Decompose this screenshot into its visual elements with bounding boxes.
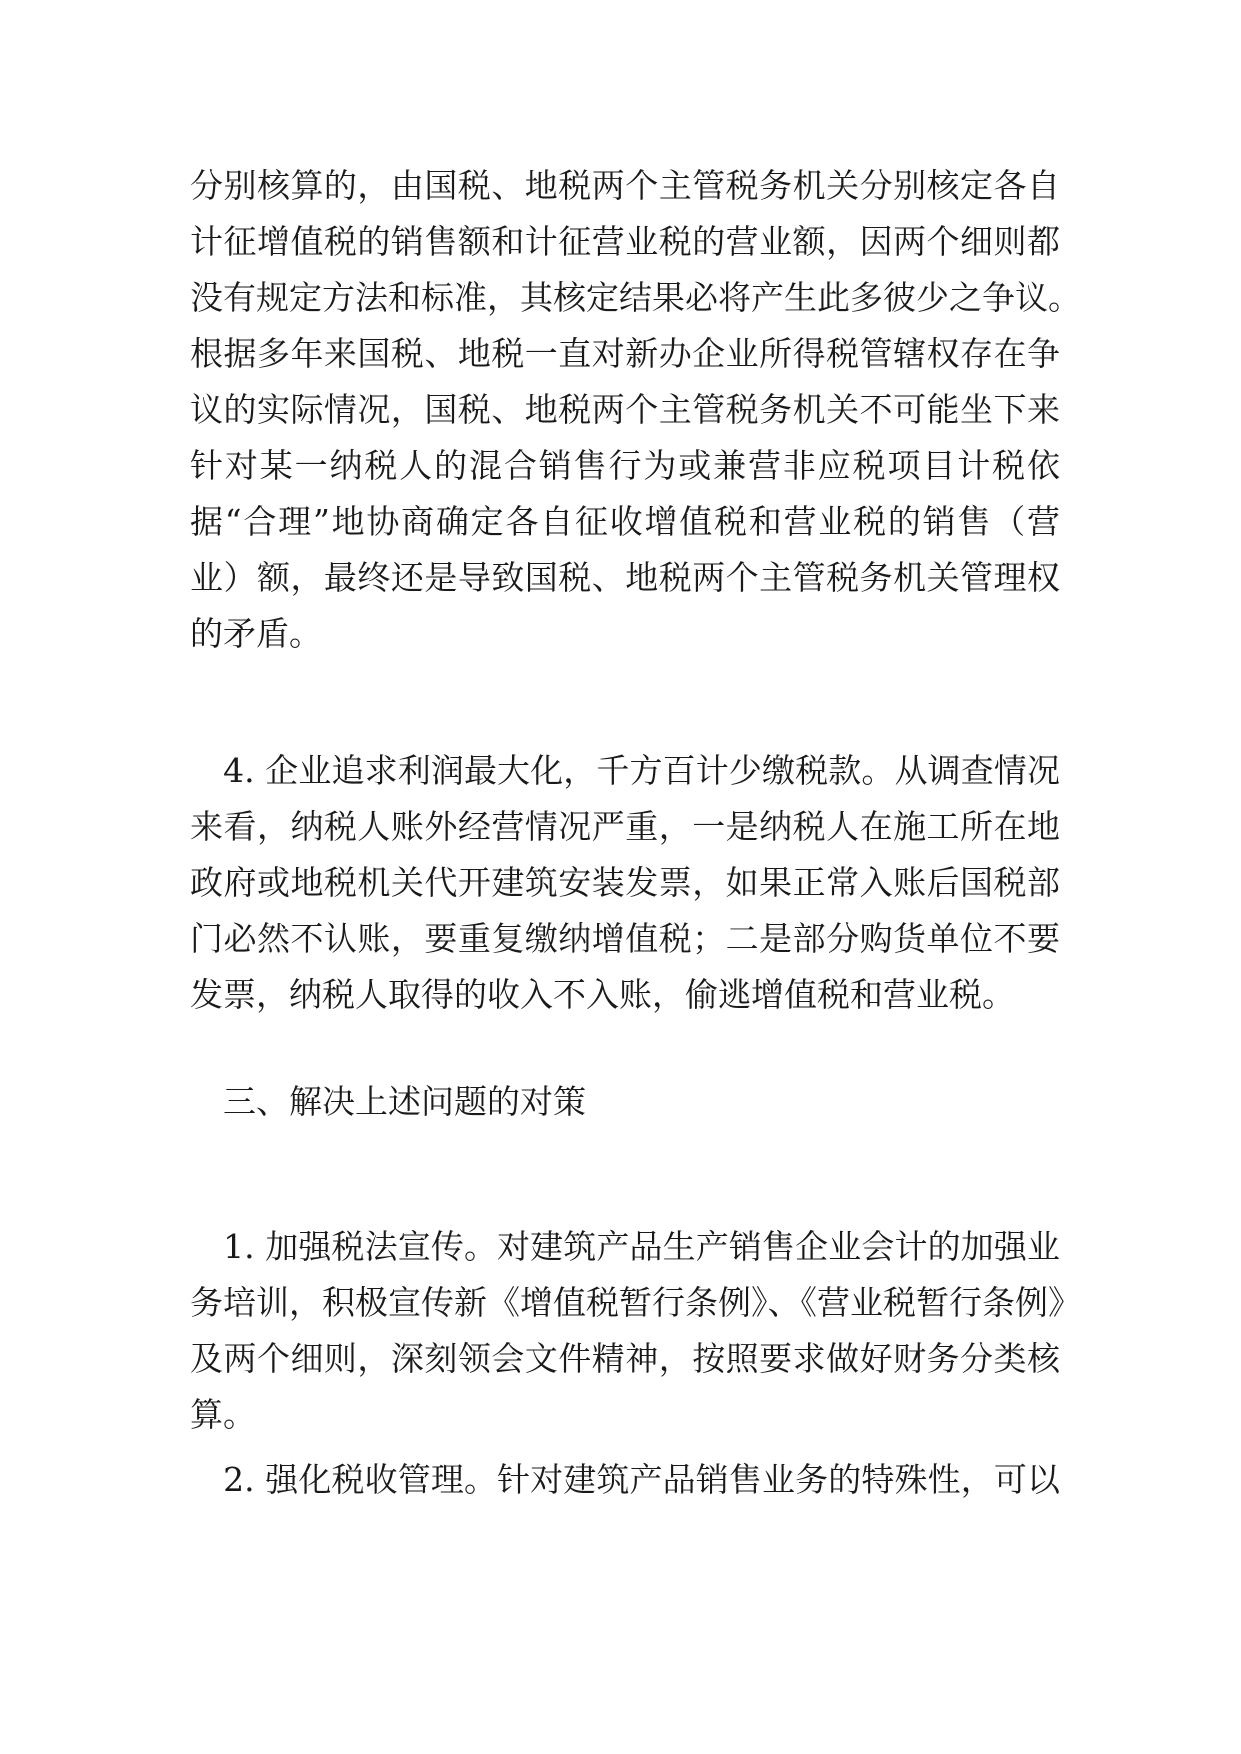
text-line: 发票，纳税人取得的收入不入账，偷逃增值税和营业税。 (190, 975, 1015, 1014)
section-heading (190, 1074, 1060, 1130)
paragraph-tax-management (190, 1452, 1060, 1508)
paragraph-mixed-sales-dispute (190, 158, 1081, 662)
text-line: 没有规定方法和标准，其核定结果必将产生此多彼少之争议。 (190, 278, 1081, 317)
text-line: 针对某一纳税人的混合销售行为或兼营非应税项目计税依 (190, 446, 1060, 485)
paragraph-profit-maximization (190, 743, 1060, 1023)
text-line: 计征增值税的销售额和计征营业税的营业额，因两个细则都 (190, 222, 1060, 261)
text-line: 算。 (190, 1395, 256, 1434)
text-line: 及两个细则，深刻领会文件精神，按照要求做好财务分类核 (190, 1339, 1060, 1378)
text-line: 政府或地税机关代开建筑安装发票，如果正常入账后国税部 (190, 863, 1060, 902)
text-line: 2. 强化税收管理。针对建筑产品销售业务的特殊性，可以 (190, 1460, 1060, 1499)
text-line: 1. 加强税法宣传。对建筑产品生产销售企业会计的加强业 (190, 1227, 1060, 1266)
text-line: 门必然不认账，要重复缴纳增值税；二是部分购货单位不要 (190, 919, 1060, 958)
text-line: 来看，纳税人账外经营情况严重，一是纳税人在施工所在地 (190, 807, 1060, 846)
section-heading-text: 三、解决上述问题的对策 (190, 1082, 586, 1121)
text-line: 的矛盾。 (190, 614, 322, 653)
text-line: 分别核算的，由国税、地税两个主管税务机关分别核定各自 (190, 166, 1060, 205)
text-line: 务培训，积极宣传新《增值税暂行条例》、《营业税暂行条例》 (190, 1283, 1081, 1322)
text-line: 根据多年来国税、地税一直对新办企业所得税管辖权存在争 (190, 334, 1060, 373)
paragraph-tax-law-publicity (190, 1219, 1081, 1443)
text-line: 据“合理”地协商确定各自征收增值税和营业税的销售（营 (190, 502, 1060, 541)
text-line: 4. 企业追求利润最大化，千方百计少缴税款。从调查情况 (190, 751, 1060, 790)
text-line: 业）额，最终还是导致国税、地税两个主管税务机关管理权 (190, 558, 1060, 597)
text-line: 议的实际情况，国税、地税两个主管税务机关不可能坐下来 (190, 390, 1060, 429)
